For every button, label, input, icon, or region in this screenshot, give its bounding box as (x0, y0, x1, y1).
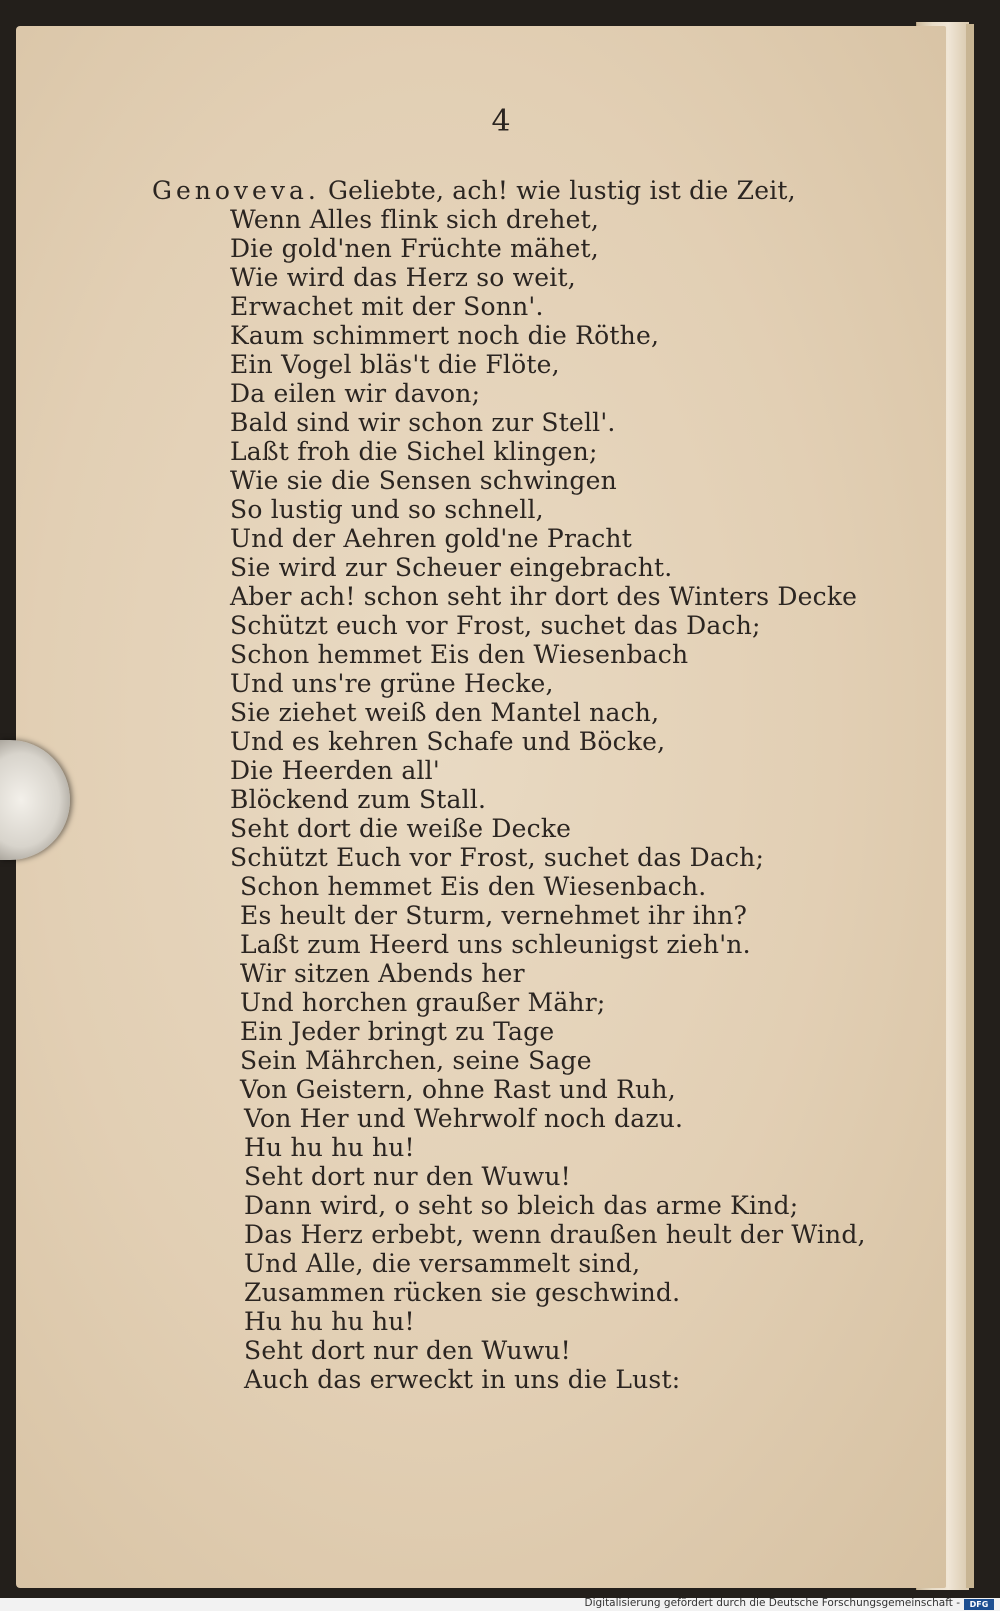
verse-line: Aber ach! schon seht ihr dort des Winters Decke (230, 582, 858, 611)
verse-line: Da eilen wir davon; (230, 379, 481, 408)
verse-line: Auch das erweckt in uns die Lust: (244, 1365, 681, 1394)
verse-line: Dann wird, o seht so bleich das arme Kind; (244, 1191, 799, 1220)
verse-line: Und der Aehren gold'ne Pracht (230, 524, 632, 553)
verse-line: Und uns're grüne Hecke, (230, 669, 554, 698)
verse-line: Wir sitzen Abends her (240, 959, 525, 988)
verse-line: Seht dort die weiße Decke (230, 814, 572, 843)
footer-credit: Digitalisierung gefördert durch die Deutsche Forschungsgemeinschaft - (584, 1597, 960, 1609)
verse-line: Laßt froh die Sichel klingen; (230, 437, 598, 466)
first-line (152, 176, 796, 205)
verse-line: Von Geistern, ohne Rast und Ruh, (240, 1075, 676, 1104)
verse-line: Seht dort nur den Wuwu! (244, 1162, 571, 1191)
verse-line: Sein Mährchen, seine Sage (240, 1046, 592, 1075)
verse-line: Hu hu hu hu! (244, 1307, 415, 1336)
verse-line: Zusammen rücken sie geschwind. (244, 1278, 681, 1307)
verse-line: Erwachet mit der Sonn'. (230, 292, 544, 321)
page-number: 4 (491, 104, 511, 139)
verse-line: Schützt Euch vor Frost, suchet das Dach; (230, 843, 765, 872)
speaker-name: Genoveva. (152, 176, 320, 205)
verse-line: Die Heerden all' (230, 756, 440, 785)
verse-line: Ein Vogel bläs't die Flöte, (230, 350, 560, 379)
verse-line: Wie wird das Herz so weit, (230, 263, 576, 292)
verse-line: Und es kehren Schafe und Böcke, (230, 727, 666, 756)
verse-line: Ein Jeder bringt zu Tage (240, 1017, 555, 1046)
verse-line: Das Herz erbebt, wenn draußen heult der Wind, (244, 1220, 866, 1249)
verse-line: Von Her und Wehrwolf noch dazu. (244, 1104, 684, 1133)
verse-line: So lustig und so schnell, (230, 495, 544, 524)
verse-line: Wenn Alles flink sich drehet, (230, 205, 599, 234)
verse-line: Schützt euch vor Frost, suchet das Dach; (230, 611, 761, 640)
verse-line: Es heult der Sturm, vernehmet ihr ihn? (240, 901, 748, 930)
verse-line: Seht dort nur den Wuwu! (244, 1336, 571, 1365)
verse-line: Bald sind wir schon zur Stell'. (230, 408, 616, 437)
verse-line: Laßt zum Heerd uns schleunigst zieh'n. (240, 930, 751, 959)
verse-line: Schon hemmet Eis den Wiesenbach (230, 640, 689, 669)
verse-line: Schon hemmet Eis den Wiesenbach. (240, 872, 707, 901)
verse-line: Hu hu hu hu! (244, 1133, 415, 1162)
verse-line: Blöckend zum Stall. (230, 785, 487, 814)
verse-line: Sie wird zur Scheuer eingebracht. (230, 553, 673, 582)
dfg-logo: DFG (964, 1599, 994, 1610)
verse-line: Die gold'nen Früchte mähet, (230, 234, 599, 263)
verse-line: Und Alle, die versammelt sind, (244, 1249, 641, 1278)
verse-line: Wie sie die Sensen schwingen (230, 466, 617, 495)
verse-line: Und horchen graußer Mähr; (240, 988, 606, 1017)
verse-line: Sie ziehet weiß den Mantel nach, (230, 698, 660, 727)
verse-line: Kaum schimmert noch die Röthe, (230, 321, 660, 350)
first-line-text: Geliebte, ach! wie lustig ist die Zeit, (327, 176, 796, 205)
